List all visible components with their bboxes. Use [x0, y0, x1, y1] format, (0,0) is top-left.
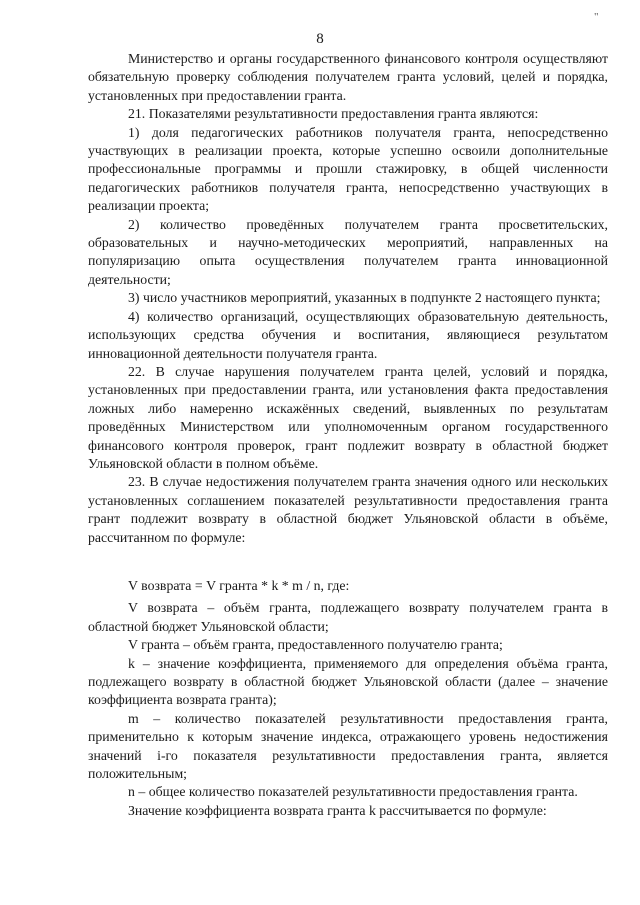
paragraph-verification: Министерство и органы государственного финансового контроля осуществляют обязательную проверку соблюдения получателем гранта условий, целей и порядка, установленных при предоставлении гранта.	[88, 51, 608, 103]
definition-v-return: V возврата – объём гранта, подлежащего возврату получателем гранта в областной бюджет Ульяновской области;	[88, 600, 608, 634]
paragraph-23-return: 23. В случае недостижения получателем гранта значения одного или нескольких установленных соглашением показателей результативности предоставления гранта грант подлежит возврату в областной бюджет Ульяновской области в объёме, рассчитанном по формуле:	[88, 474, 608, 545]
indicator-4: 4) количество организаций, осуществляющих образовательную деятельность, использующих средства обучения и воспитания, являющиеся результатом инновационной деятельности получателя гранта.	[88, 308, 608, 361]
scan-mark: "	[594, 11, 599, 23]
paragraph-22-violation: 22. В случае нарушения получателем гранта целей, условий и порядка, установленных при предоставлении гранта, или установления факта предоставления ложных либо намеренно искажённых сведений, выявленных по результатам проведённых Министерством или уполномоченным органом государственного финансового контроля проверок, грант подлежит возврату в областной бюджет Ульяновской области в полном объёме.	[88, 363, 608, 471]
return-formula: V возврата = V гранта * k * m / n, где:	[128, 577, 350, 593]
definition-k: k – значение коэффициента, применяемого для определения объёма гранта, подлежащего возврату в областной бюджет Ульяновской области (далее – значение коэффициента возврата гранта);	[88, 655, 608, 708]
indicator-1: 1) доля педагогических работников получателя гранта, непосредственно участвующих в реализации проекта, которые успешно освоили дополнительные профессиональные программы и прошли стажировку, в общей численности педагогических работников получателя гранта, непосредственно участвующих в реализации проекта;	[88, 124, 608, 214]
definition-v-grant: V гранта – объём гранта, предоставленного получателю гранта;	[128, 637, 503, 653]
indicator-2: 2) количество проведённых получателем гранта просветительских, образовательных и научно-методических мероприятий, направленных на популяризацию опыта осуществления получателем гранта инновационной деятельности;	[88, 216, 608, 287]
document-body	[88, 50, 608, 820]
definition-n: n – общее количество показателей результативности предоставления гранта.	[128, 784, 578, 800]
indicator-3: 3) число участников мероприятий, указанных в подпункте 2 настоящего пункта;	[128, 290, 601, 306]
definition-m: m – количество показателей результативности предоставления гранта, применительно к которым значение индекса, отражающего уровень недостижения значений i-го показателя результативности предоставления гранта, является положительным;	[88, 710, 608, 782]
coefficient-formula-intro: Значение коэффициента возврата гранта k рассчитывается по формуле:	[128, 802, 547, 818]
paragraph-21-indicators: 21. Показателями результативности предоставления гранта являются:	[128, 106, 539, 122]
page-number: 8	[316, 31, 324, 47]
